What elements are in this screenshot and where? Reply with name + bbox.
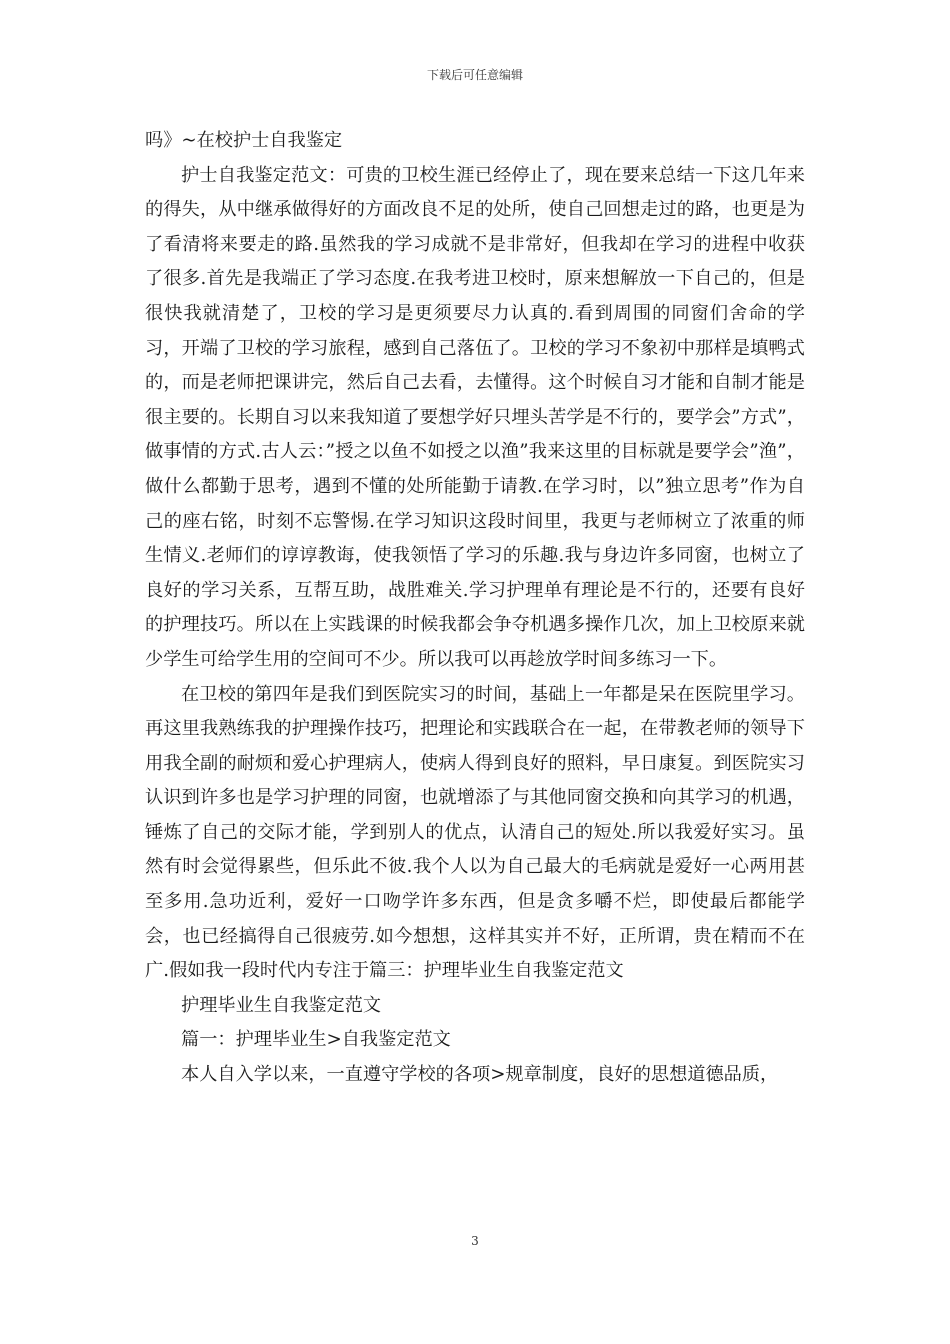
subsection-title: 篇一：护理毕业生>自我鉴定范文 [181,1029,451,1051]
paragraph-internship: 在卫校的第四年是我们到医院实习的时间，基础上一年都是呆在医院里学习。再这里我熟练我的护理操作技巧，把理论和实践联合在一起，在带教老师的领导下用我全副的耐烦和爱心护理病人，使病人得到良好的照料，早日康复。到医院实习认识到许多也是学习护理的同窗，也就增添了与其他同窗交换和向其学习的机遇，锤炼了自己的交际才能，学到别人的优点，认清自己的短处.所以我爱好实习。虽然有时会觉得累些，但乐此不彼.我个人以为自己最大的毛病就是爱好一心两用甚至多用.急功近利，爱好一口吻学许多东西，但是贪多嚼不烂，即使最后都能学会，也已经搞得自己很疲劳.如今想想，这样其实并不好，正所谓，贵在精而不在广.假如我一段时代内专注于篇三：护理毕业生自我鉴定范文 [145,683,805,982]
paragraph-intro: 本人自入学以来，一直遵守学校的各项>规章制度，良好的思想道德品质， [181,1064,779,1086]
paragraph-nurse-self-assessment: 护士自我鉴定范文：可贵的卫校生涯已经停止了，现在要来总结一下这几年来的得失，从中继承做得好的方面改良不足的处所，使自己回想走过的路，也更是为了看清将来要走的路.虽然我的学习成就不是非常好，但我却在学习的进程中收获了很多.首先是我端正了学习态度.在我考进卫校时，原来想解放一下自己的，但是很快我就清楚了，卫校的学习是更须要尽力认真的.看到周围的同窗们舍命的学习，开端了卫校的学习旅程，感到自己落伍了。卫校的学习不象初中那样是填鸭式的，而是老师把课讲完，然后自己去看，去懂得。这个时候自习才能和自制才能是很主要的。长期自习以来我知道了要想学好只埋头苦学是不行的，要学会”方式”，做事情的方式.古人云：”授之以鱼不如授之以渔”我来这里的目标就是要学会”渔”，做什么都勤于思考，遇到不懂的处所能勤于请教.在学习时，以”独立思考”作为自己的座右铭，时刻不忘警惕.在学习知识这段时间里，我更与老师树立了浓重的师生情义.老师们的谆谆教诲，使我领悟了学习的乐趣.我与身边许多同窗，也树立了良好的学习关系，互帮互助，战胜难关.学习护理单有理论是不行的，还要有良好的护理技巧。所以在上实践课的时候我都会争夺机遇多操作几次，加上卫校原来就少学生可给学生用的空间可不少。所以我可以再趁放学时间多练习一下。 [145,164,805,670]
page-number: 3 [471,1234,479,1248]
page-header: 下载后可任意编辑 [426,68,523,82]
section-title: 护理毕业生自我鉴定范文 [181,994,382,1016]
paragraph-heading-line: 吗》~在校护士自我鉴定 [145,130,343,151]
document-body [145,124,805,1093]
